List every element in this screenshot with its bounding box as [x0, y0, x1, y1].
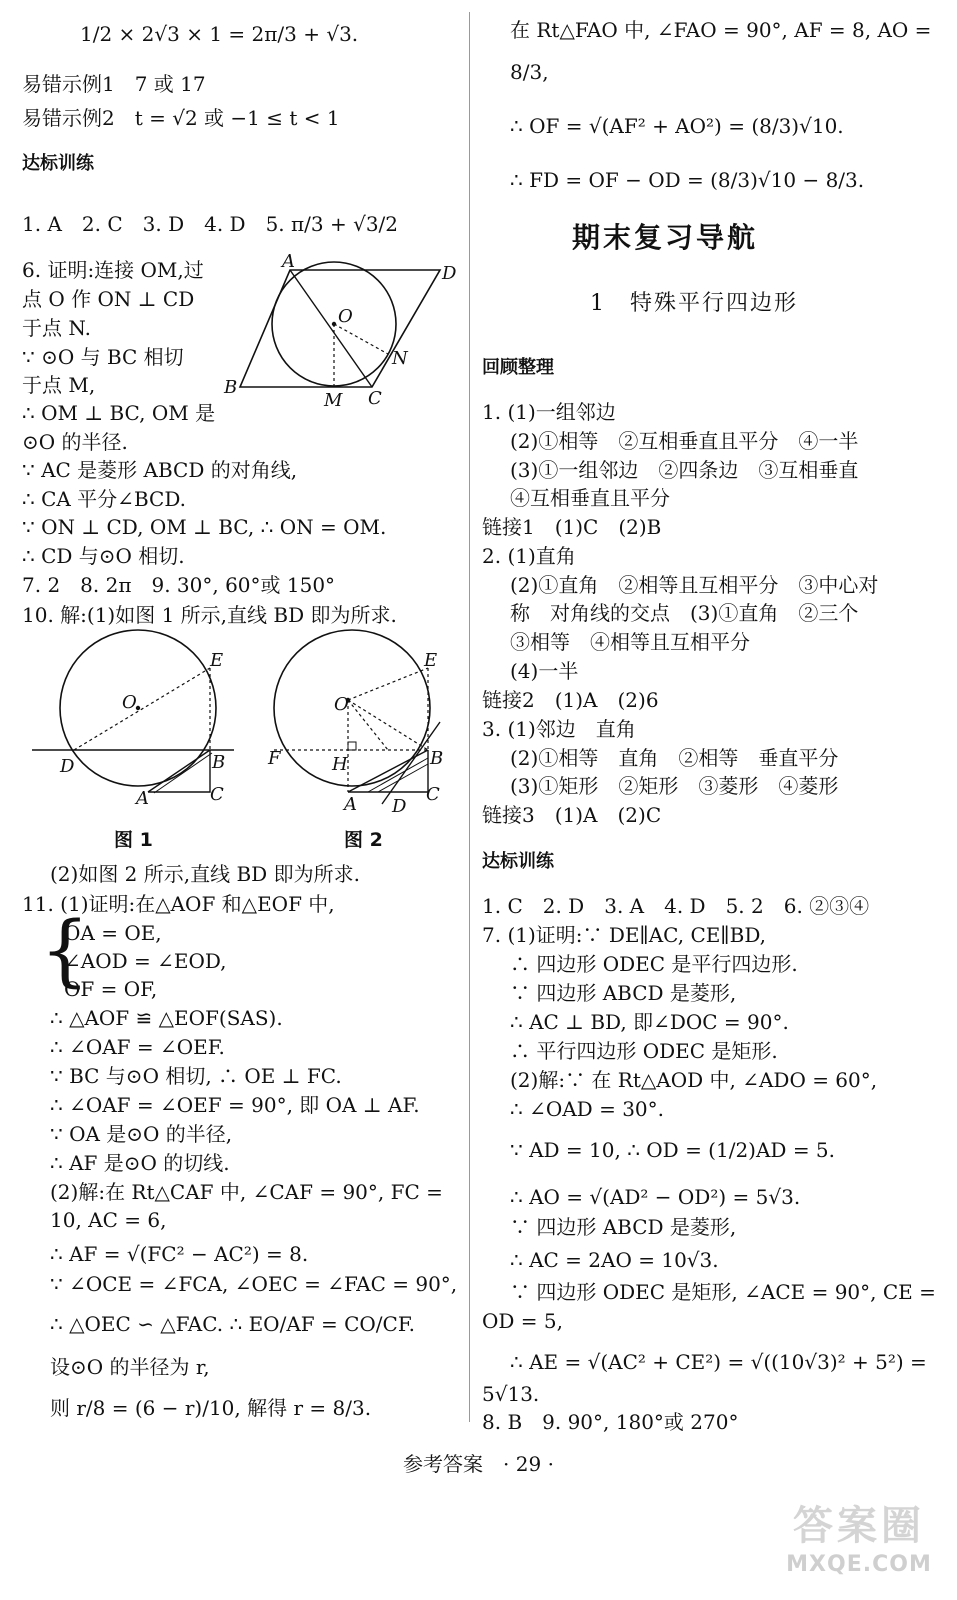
q7-line: ∵ AD = 10, ∴ OD = (1/2)AD = 5.	[510, 1138, 836, 1162]
q11-system-line: ∠AOD = ∠EOD,	[64, 949, 227, 973]
q11-line: ∵ ∠OCE = ∠FCA, ∠OEC = ∠FAC = 90°,	[50, 1272, 458, 1296]
label-d: D	[392, 796, 407, 817]
q11-system-line: OA = OE,	[64, 921, 162, 945]
q7-line: ∴ 平行四边形 ODEC 是矩形.	[510, 1039, 778, 1063]
q6-line: 于点 N.	[22, 316, 91, 340]
review-line: 称 对角线的交点 (3)①直角 ②三个	[510, 601, 859, 625]
error-example-1: 易错示例1 7 或 17	[22, 72, 206, 96]
page-title: 期末复习导航	[572, 221, 759, 254]
answers-7-9: 7. 2 8. 2π 9. 30°, 60°或 150°	[22, 573, 336, 597]
right-top-line: ∴ OF = √(AF² + AO²) = (8/3)√10.	[510, 114, 844, 138]
review-line: ④互相垂直且平分	[510, 486, 670, 510]
answers-1-5: 1. A 2. C 3. D 4. D 5. π/3 + √3/2	[22, 212, 399, 236]
figure-2	[262, 622, 470, 822]
q7-line: 7. (1)证明:∵ DE∥AC, CE∥BD,	[482, 923, 767, 947]
chord-ab-shade	[154, 753, 212, 793]
hatch-line	[368, 758, 428, 792]
page-footer: 参考答案 · 29 ·	[403, 1452, 554, 1476]
review-line: 链接2 (1)A (2)6	[482, 688, 659, 712]
label-a: A	[344, 794, 357, 815]
q6-line: 于点 M,	[22, 373, 96, 397]
label-o: O	[122, 692, 137, 713]
section-heading-training: 达标训练	[22, 153, 94, 174]
right-angle-mark	[348, 742, 356, 750]
error-example-2: 易错示例2 t = √2 或 −1 ≤ t < 1	[22, 106, 340, 130]
q6-line: ∴ CD 与⊙O 相切.	[22, 544, 185, 568]
q7-line: ∴ 四边形 ODEC 是平行四边形.	[510, 952, 798, 976]
review-line: (4)一半	[510, 659, 579, 683]
label-n: N	[392, 348, 408, 369]
q11-line: ∵ OA 是⊙O 的半径,	[50, 1122, 233, 1146]
q7-line: OD = 5,	[482, 1309, 563, 1333]
q7-line: ∴ AE = √(AC² + CE²) = √((10√3)² + 5²) =	[510, 1350, 927, 1374]
q6-line: 点 O 作 ON ⊥ CD	[22, 287, 195, 311]
answers-1-6: 1. C 2. D 3. A 4. D 5. 2 6. ②③④	[482, 894, 870, 918]
segment-on	[334, 324, 388, 354]
q11-line: (2)解:在 Rt△CAF 中, ∠CAF = 90°, FC =	[50, 1180, 443, 1204]
label-c: C	[426, 784, 440, 805]
q11-line: 则 r/8 = (6 − r)/10, 解得 r = 8/3.	[50, 1396, 372, 1420]
q11-intro: 11. (1)证明:在△AOF 和△EOF 中,	[22, 892, 335, 916]
q11-line: ∵ BC 与⊙O 相切, ∴ OE ⊥ FC.	[50, 1064, 342, 1088]
watermark-bottom: MXQE.COM	[786, 1552, 932, 1577]
segment-oe	[348, 668, 428, 700]
review-line: 1. (1)一组邻边	[482, 400, 616, 424]
q11-line: ∴ △AOF ≌ △EOF(SAS).	[50, 1006, 283, 1030]
watermark-top: 答案圈	[793, 1503, 925, 1549]
q11-line: ∴ ∠OAF = ∠OEF.	[50, 1035, 225, 1059]
answers-8-9: 8. B 9. 90°, 180°或 270°	[482, 1410, 739, 1434]
rhombus-figure	[220, 252, 465, 412]
q7-line: ∴ AC ⊥ BD, 即∠DOC = 90°.	[510, 1010, 789, 1034]
review-line: (2)①相等 直角 ②相等 垂直平分	[510, 746, 839, 770]
review-heading: 回顾整理	[482, 357, 554, 378]
q7-line: 5√13.	[482, 1382, 540, 1406]
q6-line: ⊙O 的半径.	[22, 430, 128, 454]
q7-line: ∴ AO = √(AD² − OD²) = 5√3.	[510, 1185, 801, 1209]
page-subtitle: 1 特殊平行四边形	[590, 291, 798, 316]
label-h: H	[332, 754, 348, 775]
label-e: E	[210, 650, 224, 671]
training-heading: 达标训练	[482, 851, 554, 872]
review-line: (2)①相等 ②互相垂直且平分 ④一半	[510, 429, 859, 453]
q7-line: ∵ 四边形 ODEC 是矩形, ∠ACE = 90°, CE =	[510, 1280, 936, 1304]
system-brace: {	[40, 906, 90, 996]
label-b: B	[430, 748, 444, 769]
q11-line: ∴ AF = √(FC² − AC²) = 8.	[50, 1242, 309, 1266]
rhombus-shape	[240, 270, 440, 387]
q11-line: ∴ ∠OAF = ∠OEF = 90°, 即 OA ⊥ AF.	[50, 1093, 420, 1117]
q6-line: ∵ AC 是菱形 ABCD 的对角线,	[22, 458, 298, 482]
label-c: C	[368, 388, 382, 409]
q11-line: 10, AC = 6,	[50, 1208, 167, 1232]
label-m: M	[324, 390, 343, 411]
q6-line: ∵ ON ⊥ CD, OM ⊥ BC, ∴ ON = OM.	[22, 515, 387, 539]
q10-intro: 10. 解:(1)如图 1 所示,直线 BD 即为所求.	[22, 603, 397, 627]
figure2-caption: 图 2	[344, 829, 383, 851]
label-o: O	[338, 306, 353, 327]
q7-line: (2)解:∵ 在 Rt△AOD 中, ∠ADO = 60°,	[510, 1068, 878, 1092]
review-line: 链接3 (1)A (2)C	[482, 803, 662, 827]
label-a: A	[136, 788, 149, 809]
review-line: 2. (1)直角	[482, 544, 576, 568]
right-top-line: ∴ FD = OF − OD = (8/3)√10 − 8/3.	[510, 168, 865, 192]
label-d: D	[60, 756, 75, 777]
q7-line: ∵ 四边形 ABCD 是菱形,	[510, 1215, 737, 1239]
q6-line: 6. 证明:连接 OM,过	[22, 258, 204, 282]
diameter-de	[74, 668, 210, 750]
label-o: O	[334, 694, 349, 715]
label-e: E	[424, 650, 438, 671]
label-d: D	[442, 263, 457, 284]
review-line: (3)①矩形 ②矩形 ③菱形 ④菱形	[510, 774, 839, 798]
top-formula: 1/2 × 2√3 × 1 = 2π/3 + √3.	[80, 22, 359, 46]
q6-line: ∴ CA 平分∠BCD.	[22, 487, 186, 511]
label-c: C	[210, 784, 224, 805]
q11-line: 设⊙O 的半径为 r,	[50, 1355, 210, 1379]
circle-o	[274, 630, 430, 786]
review-line: ③相等 ④相等且互相平分	[510, 630, 750, 654]
q10-part2: (2)如图 2 所示,直线 BD 即为所求.	[50, 862, 360, 886]
q6-line: ∴ OM ⊥ BC, OM 是	[22, 401, 216, 425]
center-point	[332, 322, 336, 326]
segment-ob	[348, 700, 428, 750]
review-line: 链接1 (1)C (2)B	[482, 515, 662, 539]
review-line: (2)①直角 ②相等且互相平分 ③中心对	[510, 573, 879, 597]
q11-line: ∴ △OEC ∽ △FAC. ∴ EO/AF = CO/CF.	[50, 1312, 415, 1336]
q7-line: ∴ ∠OAD = 30°.	[510, 1097, 664, 1121]
q11-system-line: OF = OF,	[64, 977, 158, 1001]
q6-line: ∵ ⊙O 与 BC 相切	[22, 345, 184, 369]
q7-line: ∵ 四边形 ABCD 是菱形,	[510, 981, 737, 1005]
right-top-line: 在 Rt△FAO 中, ∠FAO = 90°, AF = 8, AO =	[510, 18, 932, 42]
label-a: A	[282, 252, 295, 272]
figure-1	[22, 622, 244, 822]
chord-ab	[148, 750, 210, 792]
label-b: B	[212, 752, 226, 773]
review-line: (3)①一组邻边 ②四条边 ③互相垂直	[510, 458, 859, 482]
figure1-caption: 图 1	[114, 829, 153, 851]
review-line: 3. (1)邻边 直角	[482, 717, 636, 741]
q11-line: ∴ AF 是⊙O 的切线.	[50, 1151, 230, 1175]
label-b: B	[224, 377, 238, 398]
watermark-logo	[779, 1494, 939, 1584]
diagonal-ac	[290, 270, 372, 387]
q7-line: ∴ AC = 2AO = 10√3.	[510, 1248, 719, 1272]
right-top-line: 8/3,	[510, 60, 549, 84]
label-f: F	[268, 748, 281, 769]
